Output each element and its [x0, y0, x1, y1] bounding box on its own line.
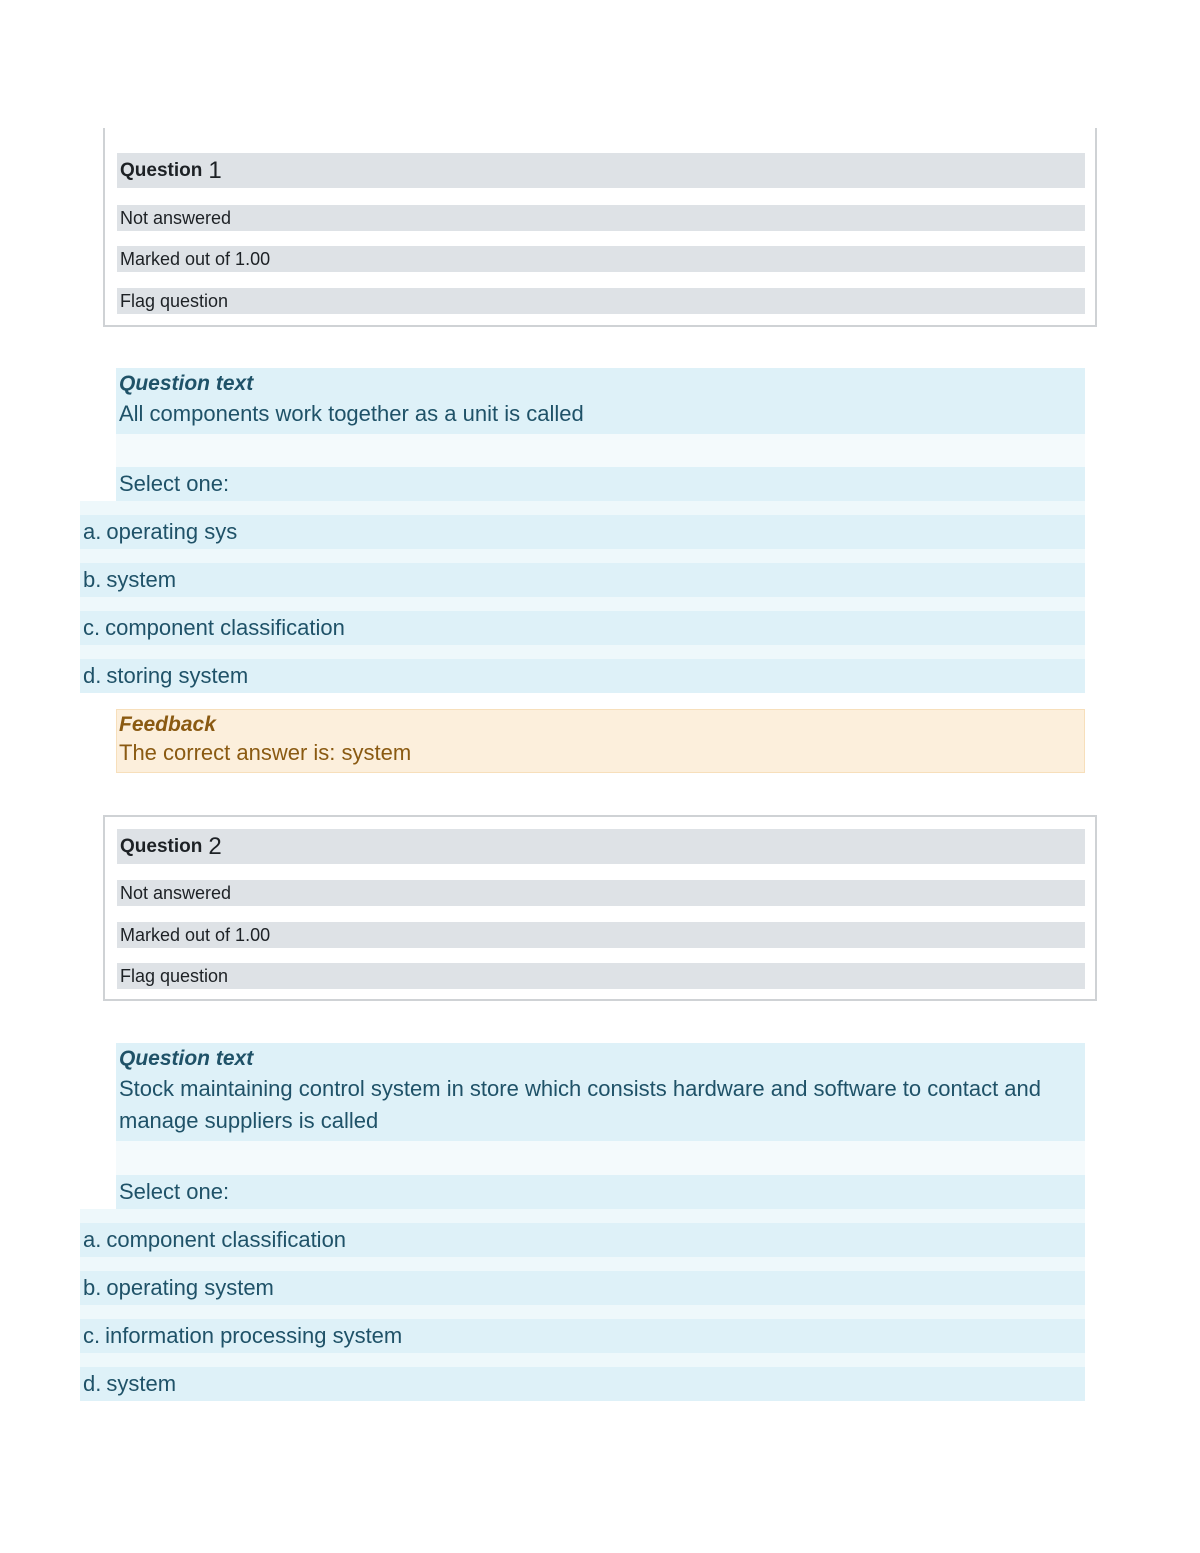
question-label: Question	[120, 835, 203, 857]
option-text: component classification	[105, 615, 345, 640]
option-text: component classification	[106, 1227, 347, 1252]
select-one-prompt: Select one:	[116, 1175, 1085, 1209]
answer-option-a[interactable]	[80, 1223, 1085, 1257]
question-number-heading	[117, 829, 1085, 864]
spacer	[80, 597, 1085, 611]
feedback-label: Feedback	[119, 713, 216, 736]
spacer	[80, 1353, 1085, 1367]
answer-option-d[interactable]	[80, 659, 1085, 693]
question-1-info	[103, 128, 1097, 327]
option-letter: c.	[83, 1323, 101, 1348]
spacer	[80, 1209, 1085, 1223]
question-status: Not answered	[117, 205, 1085, 231]
question-number-heading	[117, 153, 1085, 188]
option-text: operating system	[106, 1275, 274, 1300]
option-letter: b.	[83, 567, 102, 592]
option-letter: b.	[83, 1275, 102, 1300]
question-2-info	[103, 815, 1097, 1001]
option-letter: a.	[83, 519, 102, 544]
flag-question-link[interactable]: Flag question	[117, 288, 1085, 314]
feedback-block	[116, 709, 1085, 773]
question-marks: Marked out of 1.00	[117, 246, 1085, 272]
question-status: Not answered	[117, 880, 1085, 906]
option-text: system	[106, 1371, 177, 1396]
option-text: storing system	[106, 663, 249, 688]
answer-option-d[interactable]	[80, 1367, 1085, 1401]
question-text: All components work together as a unit is called	[119, 401, 584, 426]
question-marks: Marked out of 1.00	[117, 922, 1085, 948]
spacer	[116, 434, 1085, 467]
question-label: Question	[120, 159, 203, 181]
option-letter: d.	[83, 663, 102, 688]
option-letter: c.	[83, 615, 101, 640]
question-number: 2	[208, 832, 222, 860]
answer-option-a[interactable]	[80, 515, 1085, 549]
question-number: 1	[208, 156, 222, 184]
question-text-block	[116, 1043, 1085, 1141]
question-text-block	[116, 368, 1085, 434]
option-letter: d.	[83, 1371, 102, 1396]
option-text: operating sys	[106, 519, 238, 544]
spacer	[80, 1305, 1085, 1319]
spacer	[80, 501, 1085, 515]
answer-option-c[interactable]	[80, 1319, 1085, 1353]
answer-option-c[interactable]	[80, 611, 1085, 645]
spacer	[116, 1141, 1085, 1175]
spacer	[80, 549, 1085, 563]
feedback-text: The correct answer is: system	[119, 740, 412, 765]
answer-option-b[interactable]	[80, 563, 1085, 597]
option-letter: a.	[83, 1227, 102, 1252]
flag-question-link[interactable]: Flag question	[117, 963, 1085, 989]
option-text: system	[106, 567, 177, 592]
spacer	[80, 645, 1085, 659]
select-one-prompt: Select one:	[116, 467, 1085, 501]
option-text: information processing system	[105, 1323, 403, 1348]
question-text-label: Question text	[119, 372, 254, 395]
spacer	[80, 1257, 1085, 1271]
question-text: Stock maintaining control system in store which consists hardware and software to contact and manage suppliers is called	[119, 1076, 1042, 1133]
question-text-label: Question text	[119, 1047, 254, 1070]
answer-option-b[interactable]	[80, 1271, 1085, 1305]
